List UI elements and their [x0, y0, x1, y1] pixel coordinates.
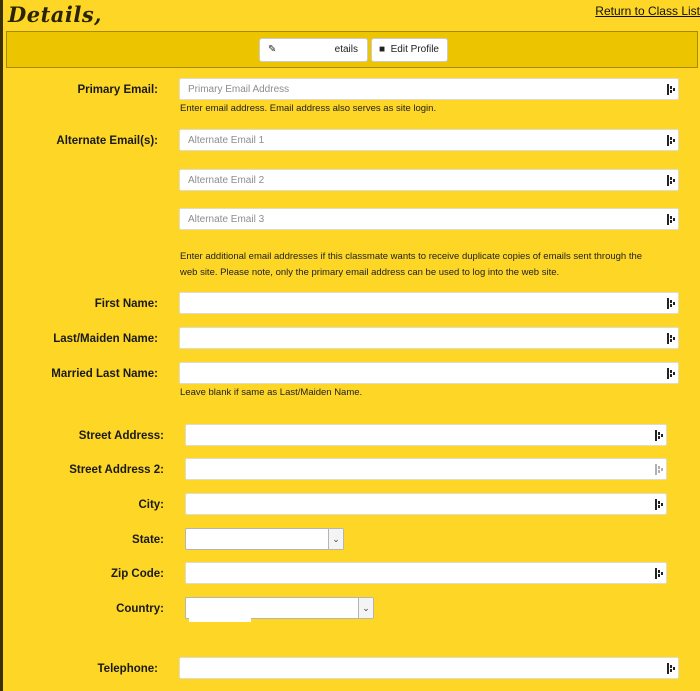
- toolbar: [6, 31, 698, 68]
- primary-email-label: Primary Email:: [77, 84, 158, 96]
- first-name-field[interactable]: [179, 292, 679, 314]
- edit-icon: ✎: [268, 44, 277, 55]
- telephone-label: Telephone:: [97, 663, 158, 675]
- street-address-label: Street Address:: [78, 430, 164, 442]
- alternate-email-3-field[interactable]: [179, 208, 679, 230]
- married-last-name-help: Leave blank if same as Last/Maiden Name.: [180, 387, 363, 398]
- primary-email-field[interactable]: [179, 78, 679, 100]
- key-icon: [655, 464, 663, 475]
- state-label: State:: [132, 534, 164, 546]
- edit-profile-button[interactable]: [371, 38, 448, 62]
- married-last-name-label: Married Last Name:: [51, 368, 158, 380]
- window-edge: [0, 0, 3, 691]
- redaction-patch: [282, 41, 322, 59]
- alternate-email-2-field[interactable]: [179, 169, 679, 191]
- key-icon: [667, 135, 675, 146]
- alternate-email-help-line-1: Enter additional email addresses if this classmate wants to receive duplicate copies of emails sent through the: [180, 251, 643, 262]
- alternate-email-label: Alternate Email(s):: [56, 135, 158, 147]
- alternate-email-1-placeholder: Alternate Email 1: [188, 135, 265, 146]
- redaction-patch: [189, 617, 251, 622]
- key-icon: [667, 84, 675, 95]
- key-icon: [667, 214, 675, 225]
- last-name-label: Last/Maiden Name:: [53, 333, 158, 345]
- edit-profile-button-label: Edit Profile: [390, 44, 439, 55]
- zip-code-label: Zip Code:: [110, 568, 164, 580]
- key-icon: [655, 430, 663, 441]
- primary-email-placeholder: Primary Email Address: [188, 84, 290, 95]
- key-icon: [667, 298, 675, 309]
- chevron-down-icon: ⌄: [328, 529, 343, 549]
- key-icon: [667, 333, 675, 344]
- details-button[interactable]: [259, 38, 368, 62]
- primary-email-help: Enter email address. Email address also serves as site login.: [180, 103, 437, 114]
- return-to-class-list-link[interactable]: Return to Class List: [595, 4, 700, 18]
- street-address-2-label: Street Address 2:: [69, 464, 164, 476]
- alternate-email-3-placeholder: Alternate Email 3: [188, 214, 265, 225]
- key-icon: [667, 175, 675, 186]
- married-last-name-field[interactable]: [179, 362, 679, 384]
- key-icon: [667, 663, 675, 674]
- alternate-email-2-placeholder: Alternate Email 2: [188, 175, 265, 186]
- last-name-field[interactable]: [179, 327, 679, 349]
- country-select[interactable]: [185, 597, 374, 619]
- first-name-label: First Name:: [94, 298, 158, 310]
- alternate-email-1-field[interactable]: [179, 129, 679, 151]
- page-title: Details,: [8, 2, 102, 27]
- street-address-field[interactable]: [185, 424, 667, 446]
- zip-code-field[interactable]: [185, 562, 667, 584]
- alternate-email-help-line-2: web site. Please note, only the primary email address can be used to log into the web site.: [180, 267, 560, 278]
- city-field[interactable]: [185, 493, 667, 515]
- city-label: City:: [138, 499, 164, 511]
- state-select[interactable]: [185, 528, 344, 550]
- details-button-label: etails: [334, 44, 358, 55]
- country-label: Country:: [116, 603, 164, 615]
- chevron-down-icon: ⌄: [358, 598, 373, 618]
- key-icon: [655, 499, 663, 510]
- street-address-2-field[interactable]: [185, 458, 667, 480]
- key-icon: [667, 368, 675, 379]
- telephone-field[interactable]: [179, 657, 679, 679]
- user-icon: ■: [379, 44, 386, 55]
- key-icon: [655, 568, 663, 579]
